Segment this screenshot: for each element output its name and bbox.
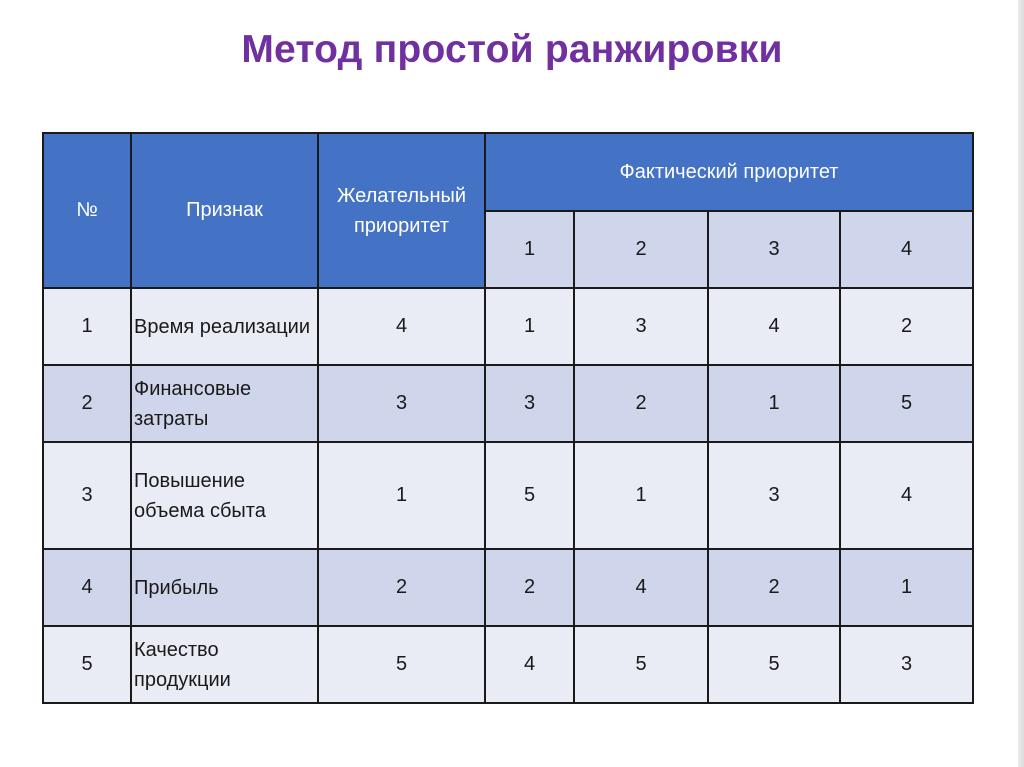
cell-number: 1 [43,288,131,365]
cell-actual-4: 1 [840,549,973,626]
header-actual-col-3: 3 [708,211,840,288]
cell-desired: 2 [318,549,485,626]
header-row-top [43,133,973,211]
cell-desired: 5 [318,626,485,703]
table-row [43,365,973,442]
table-row [43,442,973,549]
cell-actual-4: 4 [840,442,973,549]
cell-number: 2 [43,365,131,442]
cell-feature: Повышение объема сбыта [131,442,318,549]
header-actual-col-4: 4 [840,211,973,288]
cell-actual-4: 2 [840,288,973,365]
cell-feature: Время реализации [131,288,318,365]
ranking-table [42,132,974,704]
cell-actual-2: 4 [574,549,708,626]
header-feature: Признак [131,133,318,288]
header-number: № [43,133,131,288]
cell-desired: 3 [318,365,485,442]
cell-actual-2: 1 [574,442,708,549]
cell-feature: Прибыль [131,549,318,626]
cell-actual-3: 4 [708,288,840,365]
cell-number: 4 [43,549,131,626]
table-row [43,288,973,365]
cell-actual-2: 2 [574,365,708,442]
header-actual-priority: Фактический приоритет [485,133,973,211]
cell-desired: 4 [318,288,485,365]
cell-actual-1: 3 [485,365,574,442]
cell-number: 3 [43,442,131,549]
cell-actual-1: 5 [485,442,574,549]
cell-feature: Финансовые затраты [131,365,318,442]
cell-actual-4: 5 [840,365,973,442]
cell-actual-1: 4 [485,626,574,703]
slide-title: Метод простой ранжировки [241,28,783,71]
cell-actual-3: 5 [708,626,840,703]
cell-number: 5 [43,626,131,703]
table-row [43,549,973,626]
cell-actual-2: 5 [574,626,708,703]
header-actual-col-1: 1 [485,211,574,288]
table-row [43,626,973,703]
slide-edge-shadow [1018,0,1024,767]
cell-actual-2: 3 [574,288,708,365]
cell-actual-3: 2 [708,549,840,626]
header-actual-col-2: 2 [574,211,708,288]
cell-actual-1: 1 [485,288,574,365]
cell-actual-4: 3 [840,626,973,703]
cell-actual-1: 2 [485,549,574,626]
cell-feature: Качество продукции [131,626,318,703]
cell-actual-3: 1 [708,365,840,442]
cell-actual-3: 3 [708,442,840,549]
header-desired-priority: Желательный приоритет [318,133,485,288]
cell-desired: 1 [318,442,485,549]
